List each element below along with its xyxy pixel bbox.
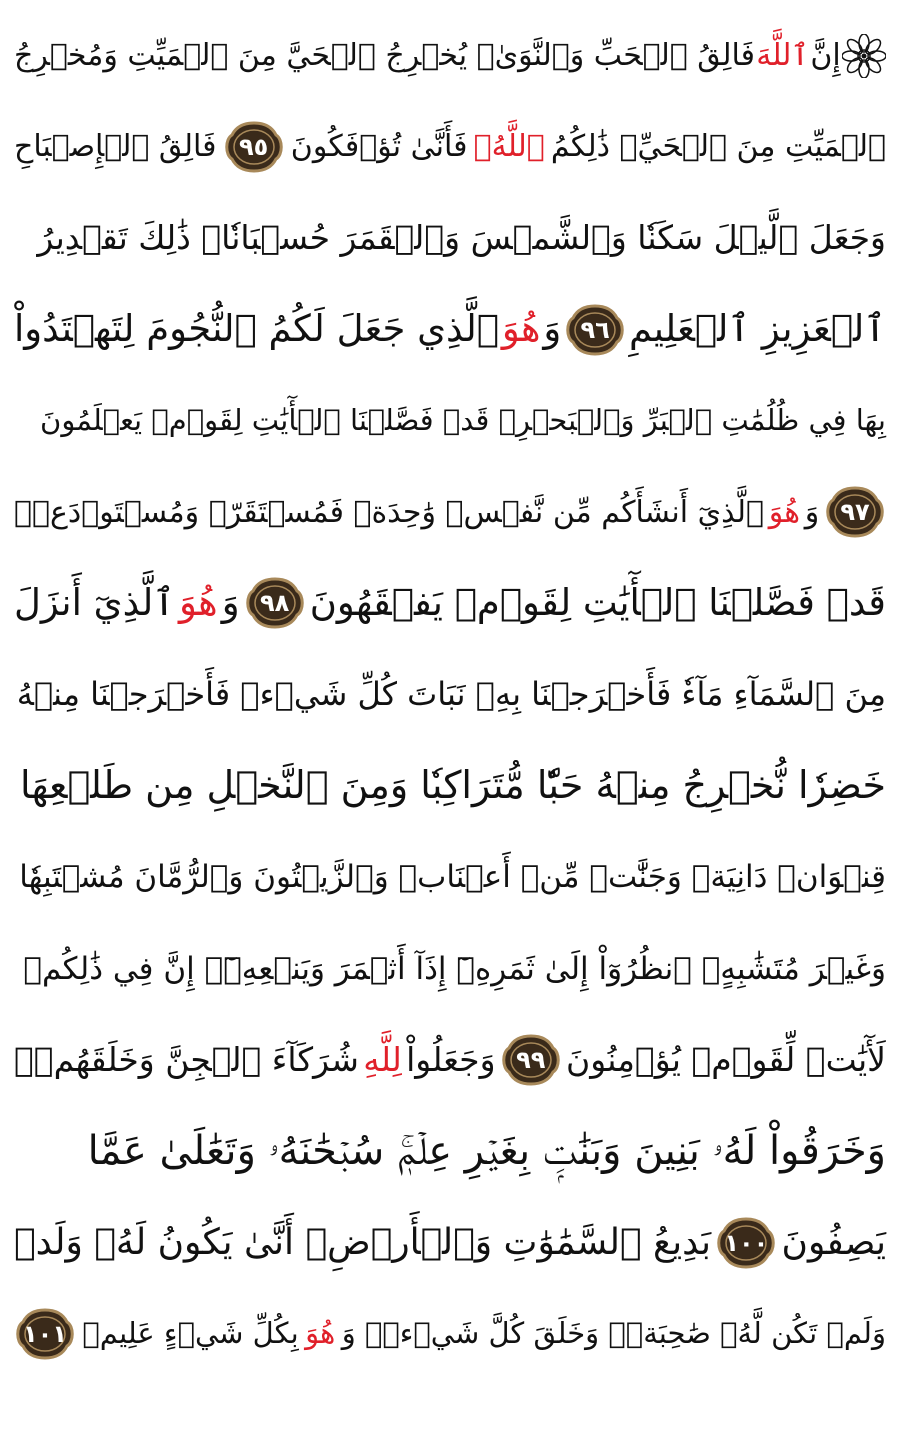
verse-text: وَخَرَقُواْ لَهُۥ بَنِينَ وَبَنَٰتِۭ بِغَيۡرِ عِلۡمٖۚ سُبۡحَٰنَهُۥ وَتَعَٰلَىٰ عَمَّا: [87, 1128, 886, 1175]
ayah-end-marker-icon: [14, 1308, 76, 1360]
ayah-number: ٩٨: [260, 589, 290, 618]
verse-text: قَدۡ فَصَّلۡنَا ٱلۡأٓيَٰتِ لِقَوۡمٖ يَفۡقَهُونَ: [309, 581, 886, 625]
verse-text: بَدِيعُ ٱلسَّمَٰوَٰتِ وَٱلۡأَرۡضِۖ أَنَّىٰ يَكُونُ لَهُۥ وَلَدٞ: [14, 1221, 712, 1263]
divine-name-text: هُوَ: [179, 581, 218, 625]
divine-name-text: هُوَ: [305, 1315, 336, 1350]
verse-text: ٱلۡمَيِّتِ مِنَ ٱلۡحَيِّۚ ذَٰلِكُمُ: [550, 129, 886, 165]
ayah-number: ١٠١: [23, 1319, 67, 1348]
verse-text: لَأٓيَٰتٖ لِّقَوۡمٖ يُؤۡمِنُونَ: [566, 1039, 886, 1079]
verse-line: [8, 649, 892, 740]
verse-text: وَغَيۡرَ مُتَشَٰبِهٍۗ ٱنظُرُوٓاْ إِلَىٰ ثَمَرِهِۦٓ إِذَآ أَثۡمَرَ وَيَنۡعِهِۦٓۚ إِنَّ فِي ذَٰلِكُمۡ: [23, 950, 886, 987]
ayah-number: ١٠٠: [724, 1228, 769, 1257]
verse-text: إِنَّ: [810, 38, 841, 74]
verse-text: وَ: [221, 581, 240, 625]
verse-line: [8, 832, 892, 923]
verse-line: [8, 193, 892, 284]
verse-line: [8, 284, 892, 375]
ayah-end-marker-icon: [824, 486, 886, 538]
ayah-end-marker-icon: [223, 121, 285, 173]
verse-text: خَضِرٗا نُّخۡرِجُ مِنۡهُ حَبّٗا مُّتَرَاكِبٗا وَمِنَ ٱلنَّخۡلِ مِن طَلۡعِهَا: [20, 763, 886, 808]
verse-line: [8, 740, 892, 831]
ayah-number: ٩٩: [516, 1045, 546, 1074]
verse-line: [8, 101, 892, 192]
verse-text: مِنَ ٱلسَّمَآءِ مَآءٗ فَأَخۡرَجۡنَا بِهِۦ نَبَاتَ كُلِّ شَيۡءٖ فَأَخۡرَجۡنَا مِنۡهُ: [16, 675, 886, 714]
ayah-number: ٩٧: [840, 498, 870, 527]
verse-text: وَلَمۡ تَكُن لَّهُۥ صَٰحِبَةٞۖ وَخَلَقَ كُلَّ شَيۡءٖۖ وَ: [341, 1315, 886, 1350]
verse-text: ٱلَّذِي جَعَلَ لَكُمُ ٱلنُّجُومَ لِتَهۡتَدُواْ: [14, 307, 499, 351]
hizb-rosette-icon: [842, 34, 886, 78]
divine-name-text: ٱللَّهُۖ: [473, 129, 545, 165]
verse-line: [8, 375, 892, 466]
verse-line: [8, 466, 892, 557]
ayah-end-marker-icon: [715, 1217, 777, 1269]
verse-text: يَصِفُونَ: [781, 1221, 886, 1263]
verse-text: وَجَعَلُواْ: [406, 1039, 496, 1079]
verse-line: [8, 1288, 892, 1379]
verse-text: فَالِقُ ٱلۡإِصۡبَاحِ: [14, 129, 217, 165]
verse-line: [8, 923, 892, 1014]
verse-text: وَ: [543, 307, 562, 351]
ayah-number: ٩٦: [580, 315, 610, 344]
ayah-number: ٩٥: [239, 132, 269, 161]
verse-text: وَ: [804, 494, 820, 530]
verse-text: بِهَا فِي ظُلُمَٰتِ ٱلۡبَرِّ وَٱلۡبَحۡرِۗ قَدۡ فَصَّلۡنَا ٱلۡأٓيَٰتِ لِقَوۡمٖ يَعۡلَمُونَ: [40, 402, 886, 437]
ayah-end-marker-icon: [564, 304, 626, 356]
divine-name-text: هُوَ: [768, 494, 801, 530]
verse-text: وَجَعَلَ ٱلَّيۡلَ سَكَنٗا وَٱلشَّمۡسَ وَٱلۡقَمَرَ حُسۡبَانٗاۚ ذَٰلِكَ تَقۡدِيرُ: [37, 218, 886, 258]
verse-text: شُرَكَآءَ ٱلۡجِنَّ وَخَلَقَهُمۡۖ: [14, 1039, 359, 1079]
verse-line: [8, 1014, 892, 1105]
verse-line: [8, 10, 892, 101]
verse-text: فَأَنَّىٰ تُؤۡفَكُونَ: [290, 129, 468, 165]
verse-text: بِكُلِّ شَيۡءٍ عَلِيمٞ: [82, 1315, 299, 1350]
verse-text: ٱلۡعَزِيزِ ٱلۡعَلِيمِ: [629, 307, 886, 351]
verse-line: [8, 1106, 892, 1197]
verse-line: [8, 1197, 892, 1288]
verse-text: فَالِقُ ٱلۡحَبِّ وَٱلنَّوَىٰۖ يُخۡرِجُ ٱلۡحَيَّ مِنَ ٱلۡمَيِّتِ وَمُخۡرِجُ: [14, 38, 755, 74]
divine-name-text: ٱللَّهَ: [756, 38, 809, 74]
divine-name-text: هُوَ: [501, 307, 541, 351]
verse-text: ٱلَّذِيٓ أَنشَأَكُم مِّن نَّفۡسٖ وَٰحِدَةٖ فَمُسۡتَقَرّٞ وَمُسۡتَوۡدَعٞۗ: [14, 494, 765, 530]
divine-name-text: لِلَّهِ: [363, 1039, 402, 1079]
verse-text: ٱلَّذِيٓ أَنزَلَ: [14, 581, 175, 625]
ayah-end-marker-icon: [244, 577, 306, 629]
verse-text: قِنۡوَانٞ دَانِيَةٞ وَجَنَّٰتٖ مِّنۡ أَعۡنَابٖ وَٱلزَّيۡتُونَ وَٱلرُّمَّانَ مُشۡتَبِهٗا: [19, 859, 886, 896]
verse-lines: [8, 10, 892, 1379]
ayah-end-marker-icon: [500, 1034, 562, 1086]
verse-line: [8, 558, 892, 649]
